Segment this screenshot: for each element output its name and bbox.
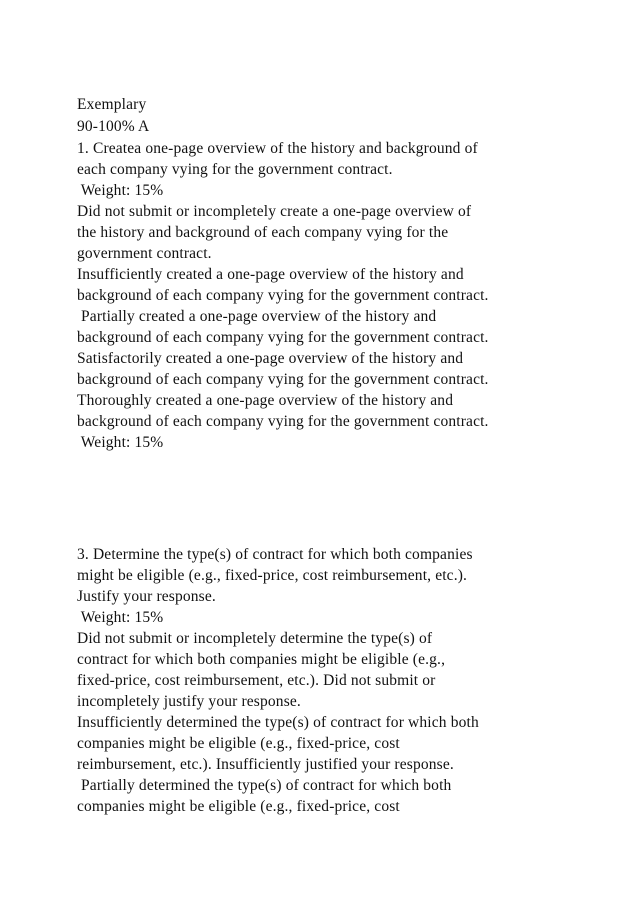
text-line: background of each company vying for the government contract. xyxy=(77,413,489,430)
text-line: 90-100% A xyxy=(77,118,150,135)
text-line: background of each company vying for the government contract. xyxy=(77,329,489,346)
text-line: might be eligible (e.g., fixed-price, cost reimbursement, etc.). xyxy=(77,567,468,584)
text-line: Weight: 15% xyxy=(77,609,164,626)
text-line: 1. Createa one-page overview of the history and background of xyxy=(77,140,478,157)
text-line: Partially determined the type(s) of contract for which both xyxy=(77,777,452,794)
text-line: 3. Determine the type(s) of contract for which both companies xyxy=(77,546,473,563)
text-line: Exemplary xyxy=(77,96,147,113)
text-line: the history and background of each company vying for the xyxy=(77,224,449,241)
text-line: reimbursement, etc.). Insufficiently justified your response. xyxy=(77,756,454,773)
text-line: companies might be eligible (e.g., fixed-price, cost xyxy=(77,735,400,752)
text-line: Partially created a one-page overview of the history and xyxy=(77,308,437,325)
text-line: Did not submit or incompletely determine the type(s) of xyxy=(77,630,433,647)
text-line: Thoroughly created a one-page overview of the history and xyxy=(77,392,454,409)
text-line: companies might be eligible (e.g., fixed-price, cost xyxy=(77,798,400,815)
text-line: incompletely justify your response. xyxy=(77,693,301,710)
text-line: Insufficiently created a one-page overview of the history and xyxy=(77,266,464,283)
text-line: Justify your response. xyxy=(77,588,216,605)
text-line: government contract. xyxy=(77,245,212,262)
text-line: Satisfactorily created a one-page overview of the history and xyxy=(77,350,464,367)
text-line: Did not submit or incompletely create a one-page overview of xyxy=(77,203,472,220)
text-line: Weight: 15% xyxy=(77,182,164,199)
text-line: each company vying for the government contract. xyxy=(77,161,393,178)
text-line: fixed-price, cost reimbursement, etc.). Did not submit or xyxy=(77,672,436,689)
text-line: Weight: 15% xyxy=(77,434,164,451)
text-line: contract for which both companies might be eligible (e.g., xyxy=(77,651,446,668)
text-line: Insufficiently determined the type(s) of contract for which both xyxy=(77,714,479,731)
text-line: background of each company vying for the government contract. xyxy=(77,287,489,304)
text-line: background of each company vying for the government contract. xyxy=(77,371,489,388)
